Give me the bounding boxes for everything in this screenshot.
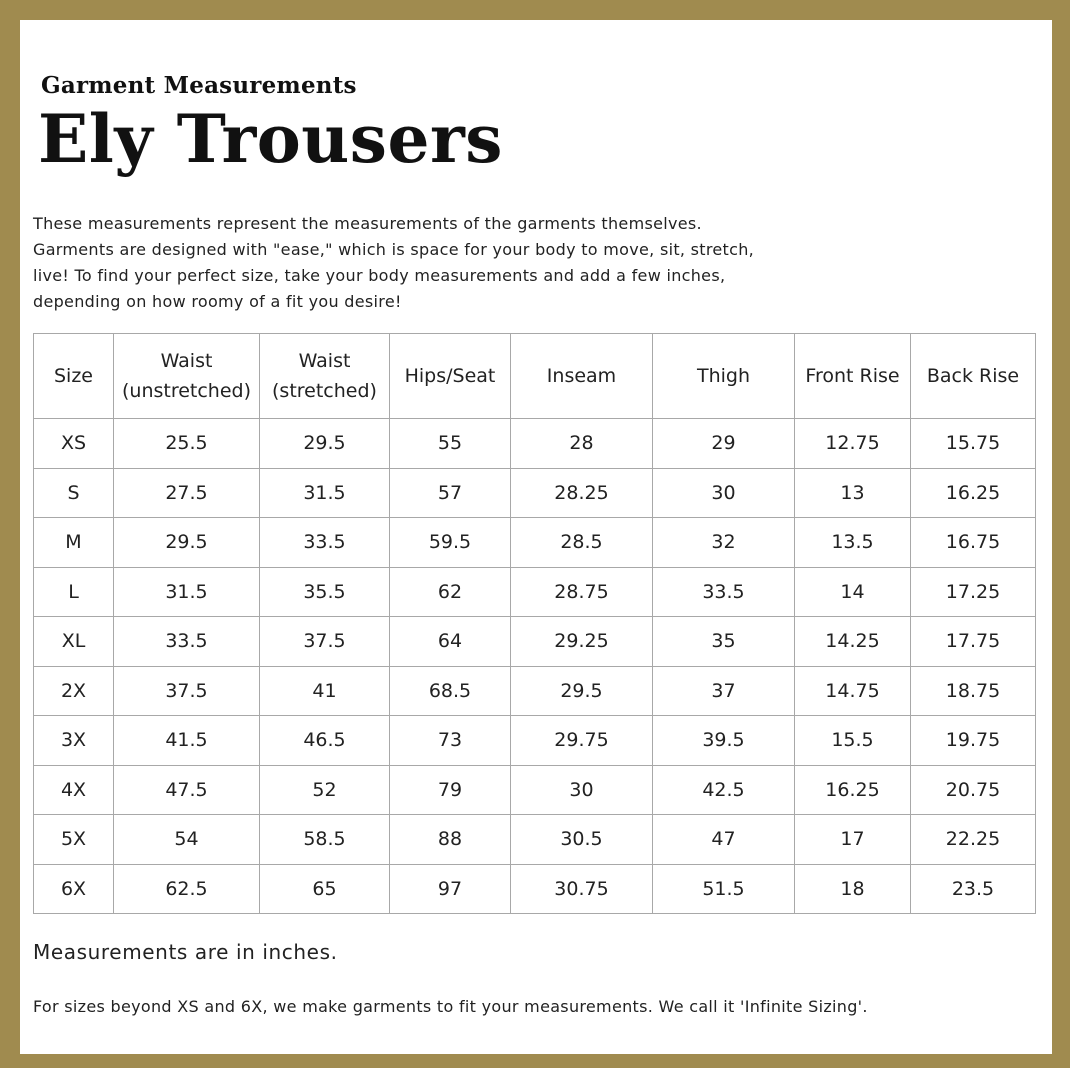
measurement-cell: 64 (390, 617, 511, 667)
measurement-cell: 37 (653, 666, 795, 716)
measurement-cell: 59.5 (390, 518, 511, 568)
measurements-table (33, 333, 1036, 914)
measurement-cell: 30 (653, 468, 795, 518)
table-row (34, 765, 1036, 815)
measurement-cell: 46.5 (260, 716, 390, 766)
size-chart-card (20, 20, 1052, 1054)
measurement-cell: 37.5 (260, 617, 390, 667)
size-cell: L (34, 567, 114, 617)
size-cell: 2X (34, 666, 114, 716)
measurement-cell: 29.5 (114, 518, 260, 568)
column-header-line: Hips/Seat (404, 365, 496, 387)
column-header-line: (stretched) (272, 380, 377, 402)
measurement-cell: 14 (795, 567, 911, 617)
page-title: Ely Trousers (38, 100, 503, 178)
column-header-line: Waist (298, 350, 351, 372)
measurement-cell: 17 (795, 815, 911, 865)
table-row (34, 864, 1036, 914)
measurement-cell: 58.5 (260, 815, 390, 865)
measurement-cell: 68.5 (390, 666, 511, 716)
table-row (34, 666, 1036, 716)
column-header-line: Inseam (546, 365, 617, 387)
table-row (34, 716, 1036, 766)
measurement-cell: 14.25 (795, 617, 911, 667)
measurement-cell: 28 (511, 419, 653, 469)
measurement-cell: 14.75 (795, 666, 911, 716)
column-header-line: Front Rise (805, 365, 900, 387)
column-header (911, 334, 1036, 419)
measurement-cell: 73 (390, 716, 511, 766)
measurement-cell: 28.25 (511, 468, 653, 518)
measurement-cell: 33.5 (114, 617, 260, 667)
measurement-cell: 15.5 (795, 716, 911, 766)
measurement-cell: 17.25 (911, 567, 1036, 617)
units-note: Measurements are in inches. (33, 940, 338, 964)
measurement-cell: 33.5 (260, 518, 390, 568)
column-header (653, 334, 795, 419)
measurement-cell: 31.5 (260, 468, 390, 518)
measurement-cell: 20.75 (911, 765, 1036, 815)
measurement-cell: 54 (114, 815, 260, 865)
measurement-cell: 35.5 (260, 567, 390, 617)
measurement-cell: 29 (653, 419, 795, 469)
table-row (34, 518, 1036, 568)
measurement-cell: 31.5 (114, 567, 260, 617)
column-header-line: (unstretched) (121, 380, 252, 402)
measurement-cell: 39.5 (653, 716, 795, 766)
table-row (34, 419, 1036, 469)
column-header (390, 334, 511, 419)
column-header (511, 334, 653, 419)
column-header-line: Waist (160, 350, 213, 372)
size-cell: 6X (34, 864, 114, 914)
measurement-cell: 47.5 (114, 765, 260, 815)
measurement-cell: 27.5 (114, 468, 260, 518)
measurement-cell: 13.5 (795, 518, 911, 568)
column-header (114, 334, 260, 419)
measurement-cell: 29.25 (511, 617, 653, 667)
measurement-cell: 30.75 (511, 864, 653, 914)
table-header-row (34, 334, 1036, 419)
measurement-cell: 16.25 (795, 765, 911, 815)
measurement-cell: 47 (653, 815, 795, 865)
measurement-cell: 35 (653, 617, 795, 667)
column-header-line: Back Rise (926, 365, 1020, 387)
measurement-cell: 12.75 (795, 419, 911, 469)
size-cell: 5X (34, 815, 114, 865)
measurement-cell: 41 (260, 666, 390, 716)
measurement-cell: 16.75 (911, 518, 1036, 568)
measurement-cell: 62.5 (114, 864, 260, 914)
measurement-cell: 18 (795, 864, 911, 914)
measurement-cell: 30.5 (511, 815, 653, 865)
measurement-cell: 51.5 (653, 864, 795, 914)
measurement-cell: 33.5 (653, 567, 795, 617)
measurement-cell: 55 (390, 419, 511, 469)
table-row (34, 468, 1036, 518)
measurement-cell: 65 (260, 864, 390, 914)
measurement-cell: 29.5 (511, 666, 653, 716)
eyebrow-heading: Garment Measurements (41, 72, 357, 99)
column-header-line: Thigh (696, 365, 751, 387)
measurement-cell: 97 (390, 864, 511, 914)
size-cell: 4X (34, 765, 114, 815)
infinite-sizing-note: For sizes beyond XS and 6X, we make garments to fit your measurements. We call it 'Infinite Sizing'. (33, 997, 868, 1016)
column-header-line: Size (53, 365, 93, 387)
measurement-cell: 29.5 (260, 419, 390, 469)
measurement-cell: 28.5 (511, 518, 653, 568)
measurement-cell: 19.75 (911, 716, 1036, 766)
measurement-cell: 16.25 (911, 468, 1036, 518)
measurement-cell: 62 (390, 567, 511, 617)
measurement-cell: 13 (795, 468, 911, 518)
size-cell: M (34, 518, 114, 568)
measurement-cell: 29.75 (511, 716, 653, 766)
measurement-cell: 28.75 (511, 567, 653, 617)
intro-paragraph: These measurements represent the measurements of the garments themselves. Garments are designed with "ease," which is space for your body to move, sit, stretch, live! To find your perfect size, take your body measurements and add a few inches, depending on how roomy of a fit you desire! (33, 214, 755, 311)
measurement-cell: 18.75 (911, 666, 1036, 716)
measurement-cell: 52 (260, 765, 390, 815)
table-row (34, 567, 1036, 617)
size-cell: S (34, 468, 114, 518)
measurement-cell: 37.5 (114, 666, 260, 716)
size-cell: 3X (34, 716, 114, 766)
measurement-cell: 23.5 (911, 864, 1036, 914)
table-row (34, 815, 1036, 865)
measurement-cell: 57 (390, 468, 511, 518)
measurement-cell: 79 (390, 765, 511, 815)
measurement-cell: 25.5 (114, 419, 260, 469)
measurement-cell: 41.5 (114, 716, 260, 766)
table-body (34, 419, 1036, 914)
size-cell: XS (34, 419, 114, 469)
column-header (795, 334, 911, 419)
size-cell: XL (34, 617, 114, 667)
table-row (34, 617, 1036, 667)
measurement-cell: 17.75 (911, 617, 1036, 667)
measurement-cell: 15.75 (911, 419, 1036, 469)
measurement-cell: 22.25 (911, 815, 1036, 865)
measurement-cell: 88 (390, 815, 511, 865)
column-header (260, 334, 390, 419)
measurement-cell: 42.5 (653, 765, 795, 815)
column-header (34, 334, 114, 419)
measurement-cell: 32 (653, 518, 795, 568)
measurement-cell: 30 (511, 765, 653, 815)
